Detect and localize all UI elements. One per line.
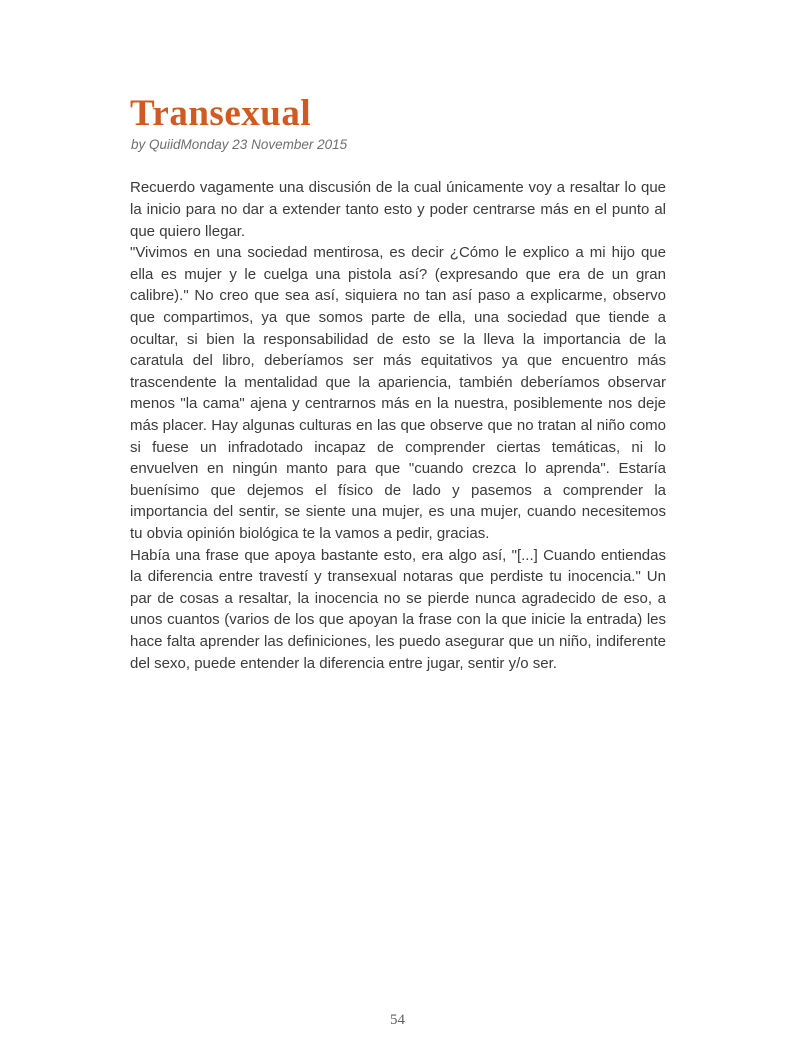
paragraph: Había una frase que apoya bastante esto, era algo así, "[...] Cuando entiendas la diferencia entre travestí y transexual notaras que perdiste tu inocencia." Un par de cosas a resaltar, la inocencia no se pierde nunca agradecido de eso, a unos cuantos (varios de los que apoyan la frase con la que inicie la entrada) les hace falta aprender las definiciones, les puedo asegurar que un niño, indiferente del sexo, puede entender la diferencia entre jugar, sentir y/o ser. [130, 546, 666, 672]
paragraph: "Vivimos en una sociedad mentirosa, es decir ¿Cómo le explico a mi hijo que ella es mujer y le cuelga una pistola así? (expresando que era de un gran calibre)." No creo que sea así, siquiera no tan así paso a explicarme, observo que compartimos, ya que somos parte de ella, una sociedad que tiende a ocultar, si bien la responsabilidad de esto se la lleva la importancia de la caratula del libro, deberíamos ser más equitativos ya que encuentro más trascendente la mentalidad que la apariencia, también deberíamos observar menos "la cama" ajena y centrarnos más en la nuestra, posiblemente nos deje más placer. Hay algunas culturas en las que observe que no tratan al niño como si fuese un infradotado incapaz de comprender ciertas temáticas, ni lo envuelven en ningún manto para que "cuando crezca lo aprenda". Estaría buenísimo que dejemos el físico de lado y pasemos a comprender la importancia del sentir, se siente una mujer, es una mujer, cuando necesitemos tu obvia opinión biológica te la vamos a pedir, gracias. [130, 244, 666, 542]
post-title: Transexual [130, 93, 312, 134]
page-number: 54 [390, 1012, 405, 1028]
article [130, 93, 666, 674]
paragraph: Recuerdo vagamente una discusión de la cual únicamente voy a resaltar lo que la inicio para no dar a extender tanto esto y poder centrarse más en el punto al que quiero llegar. [130, 179, 666, 240]
byline: by QuiidMonday 23 November 2015 [131, 137, 348, 153]
article-body [130, 177, 666, 674]
